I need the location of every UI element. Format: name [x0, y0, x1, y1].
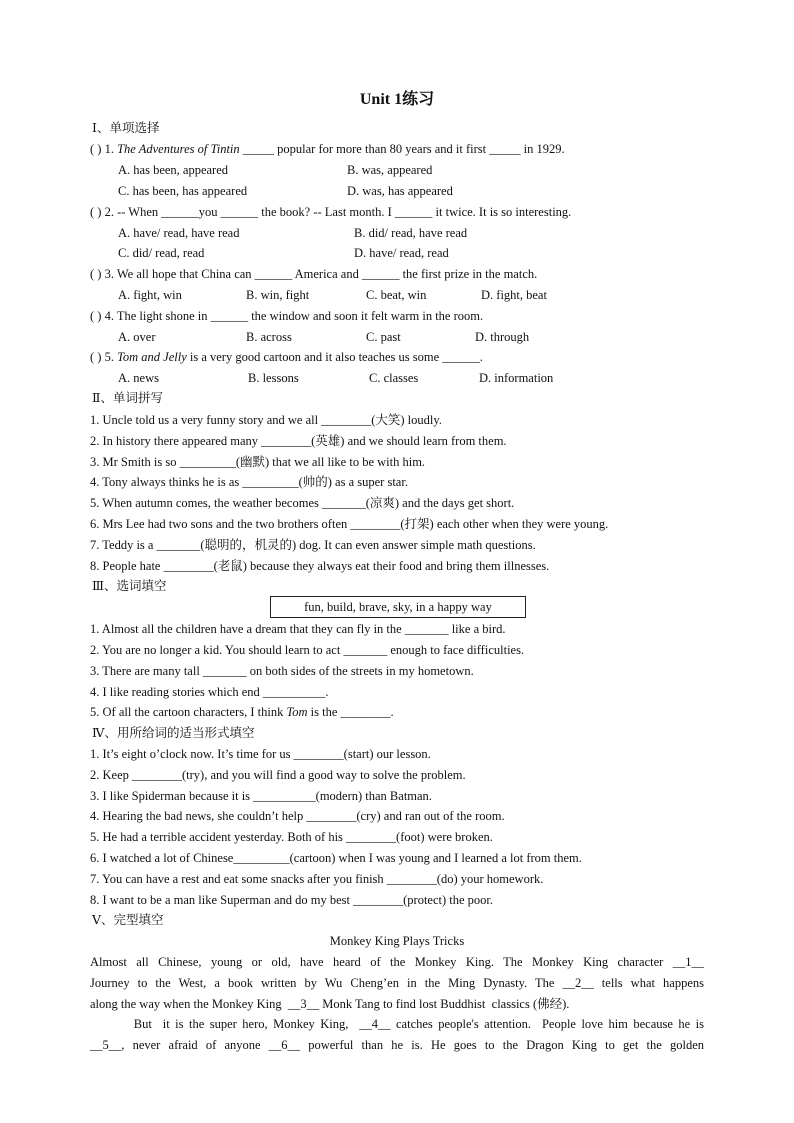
q3-option-c: C. beat, win: [366, 288, 427, 302]
word-form-item-4: 4. Hearing the bad news, she couldn’t help ________(cry) and ran out of the room.: [90, 809, 505, 823]
page-title: Unit 1练习: [359, 91, 435, 108]
q1-option-a: A. has been, appeared: [118, 163, 229, 177]
q2-option-b: B. did/ read, have read: [354, 226, 468, 240]
section-heading-4: Ⅳ、用所给词的适当形式填空: [92, 726, 255, 740]
question-2: ( ) 2. -- When ______you ______ the book? -- Last month. I ______ it twice. It is so interesting.: [90, 205, 572, 219]
question-5-prefix: ( ) 5.: [90, 350, 118, 364]
fill-word-item-2: 2. You are no longer a kid. You should learn to act _______ enough to face difficulties.: [90, 643, 525, 657]
spelling-item-6: 6. Mrs Lee had two sons and the two brothers often ________(打架) each other when they were young.: [90, 517, 609, 531]
passage-line-5: __5__, never afraid of anyone __6__ powerful than he is. He goes to the Dragon King to get the golden: [90, 1038, 704, 1052]
passage-line-1: Almost all Chinese, young or old, have heard of the Monkey King. The Monkey King character __1__: [90, 955, 704, 969]
word-form-item-8: 8. I want to be a man like Superman and do my best ________(protect) the poor.: [90, 893, 494, 907]
q3-option-b: B. win, fight: [246, 288, 310, 302]
fill-word-item-5-rest: is the ________.: [307, 705, 394, 719]
word-form-item-7: 7. You can have a rest and eat some snacks after you finish ________(do) your homework.: [90, 872, 544, 886]
q5-option-c: C. classes: [369, 371, 419, 385]
word-bank-box: fun, build, brave, sky, in a happy way: [270, 596, 526, 618]
passage-line-3: along the way when the Monkey King __3__ Monk Tang to find lost Buddhist classics (佛经).: [90, 997, 570, 1011]
fill-word-item-5: [90, 704, 394, 720]
question-1-rest: _____ popular for more than 80 years and it first _____ in 1929.: [239, 142, 565, 156]
q5-option-b: B. lessons: [248, 371, 299, 385]
q4-option-c: C. past: [366, 330, 401, 344]
word-form-item-2: 2. Keep ________(try), and you will find a good way to solve the problem.: [90, 768, 466, 782]
fill-word-item-1: 1. Almost all the children have a dream that they can fly in the _______ like a bird.: [90, 622, 506, 636]
question-5-cartoon-title: Tom and Jelly: [117, 350, 187, 364]
spelling-item-7: 7. Teddy is a _______(聪明的，机灵的) dog. It can even answer simple math questions.: [90, 538, 536, 552]
passage-line-4: But it is the super hero, Monkey King, __4__ catches people's attention. People love him because he is: [90, 1017, 704, 1031]
section-heading-3: Ⅲ、选词填空: [92, 579, 167, 593]
word-form-item-3: 3. I like Spiderman because it is __________(modern) than Batman.: [90, 789, 432, 803]
spelling-item-2: 2. In history there appeared many ________(英雄) and we should learn from them.: [90, 434, 507, 448]
spelling-item-1: 1. Uncle told us a very funny story and we all ________(大笑) loudly.: [90, 413, 442, 427]
section-heading-1: Ⅰ、单项选择: [92, 121, 160, 135]
word-form-item-1: 1. It’s eight o’clock now. It’s time for us ________(start) our lesson.: [90, 747, 431, 761]
fill-word-item-5-prefix: 5. Of all the cartoon characters, I think: [90, 705, 287, 719]
q2-option-d: D. have/ read, read: [354, 246, 449, 260]
section-heading-2: Ⅱ、单词拼写: [92, 391, 163, 405]
q5-option-a: A. news: [118, 371, 159, 385]
section-heading-5: Ⅴ、完型填空: [92, 913, 164, 927]
question-3: ( ) 3. We all hope that China can ______ America and ______ the first prize in the match.: [90, 267, 538, 281]
fill-word-item-5-name: Tom: [286, 705, 308, 719]
q1-option-c: C. has been, has appeared: [118, 184, 248, 198]
question-1-prefix: ( ) 1.: [90, 142, 118, 156]
passage-title: Monkey King Plays Tricks: [329, 934, 465, 948]
q4-option-d: D. through: [475, 330, 530, 344]
fill-word-item-4: 4. I like reading stories which end __________.: [90, 685, 329, 699]
q4-option-b: B. across: [246, 330, 292, 344]
spelling-item-5: 5. When autumn comes, the weather becomes _______(凉爽) and the days get short.: [90, 496, 515, 510]
spelling-item-8: 8. People hate ________(老鼠) because they always eat their food and bring them illnesses.: [90, 559, 550, 573]
q1-option-b: B. was, appeared: [347, 163, 433, 177]
q3-option-a: A. fight, win: [118, 288, 182, 302]
question-1-book-title: The Adventures of Tintin: [117, 142, 240, 156]
question-5: [90, 349, 483, 365]
question-1: [90, 141, 565, 157]
spelling-item-3: 3. Mr Smith is so _________(幽默) that we all like to be with him.: [90, 455, 426, 469]
question-5-rest: is a very good cartoon and it also teaches us some ______.: [186, 350, 483, 364]
fill-word-item-3: 3. There are many tall _______ on both sides of the streets in my hometown.: [90, 664, 474, 678]
q2-option-c: C. did/ read, read: [118, 246, 205, 260]
q3-option-d: D. fight, beat: [481, 288, 547, 302]
q2-option-a: A. have/ read, have read: [118, 226, 240, 240]
spelling-item-4: 4. Tony always thinks he is as _________(帅的) as a super star.: [90, 475, 408, 489]
word-form-item-6: 6. I watched a lot of Chinese_________(cartoon) when I was young and I learned a lot from them.: [90, 851, 582, 865]
q1-option-d: D. was, has appeared: [347, 184, 453, 198]
passage-line-2: Journey to the West, a book written by Wu Cheng’en in the Ming Dynasty. The __2__ tells what happens: [90, 976, 704, 990]
q5-option-d: D. information: [479, 371, 554, 385]
question-4: ( ) 4. The light shone in ______ the window and soon it felt warm in the room.: [90, 309, 484, 323]
q4-option-a: A. over: [118, 330, 156, 344]
word-form-item-5: 5. He had a terrible accident yesterday. Both of his ________(foot) were broken.: [90, 830, 493, 844]
